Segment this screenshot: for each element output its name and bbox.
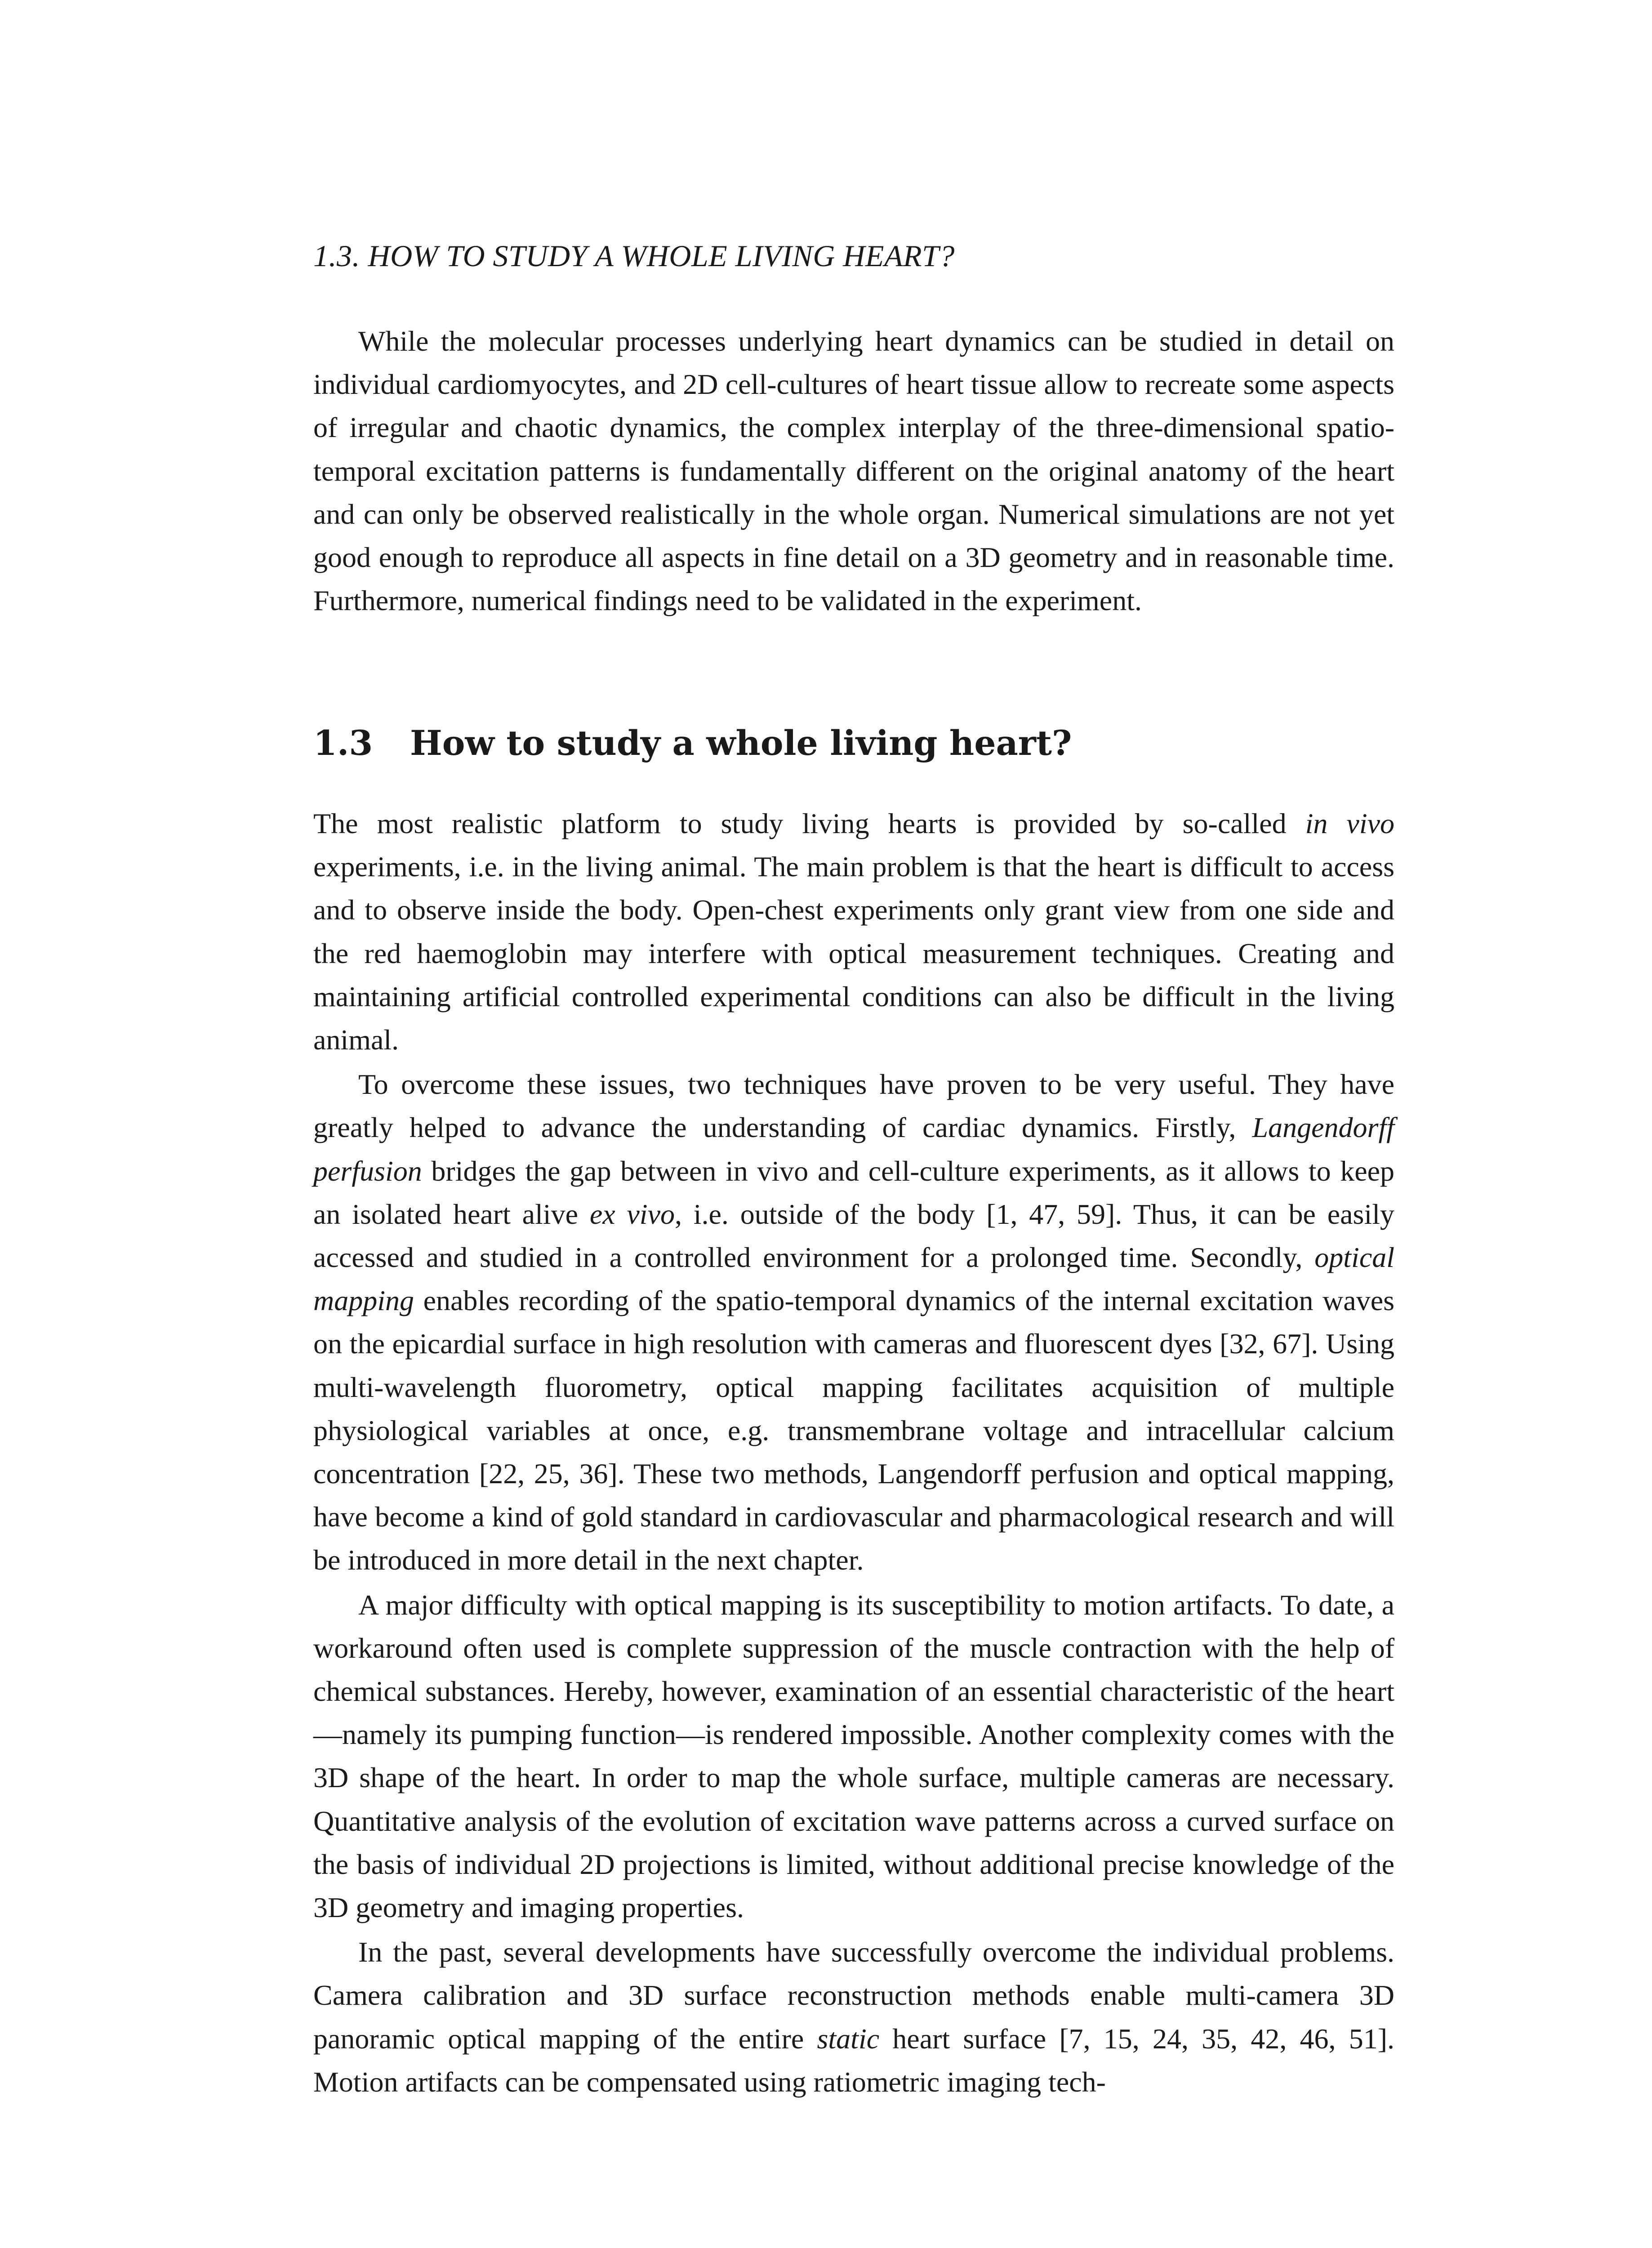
section-number: 1.3 <box>313 723 373 763</box>
section-heading <box>313 723 1072 763</box>
paragraph-text: In the past, several developments have successfully overcome the individual problems. Camera calibration and 3D surface reconstruction methods enable multi-camera 3D panoramic optical mapping of the entire <box>313 1936 1394 2055</box>
section-body <box>313 802 1394 2104</box>
paragraph-text: heart surface [7, 15, 24, 35, 42, 46, 51]. Motion artifacts can be compensated using ratiometric imaging tech- <box>313 2022 1394 2098</box>
paragraph-text: enables recording of the spatio-temporal dynamics of the internal excitation waves on the epicardial surface in high resolution with cameras and fluorescent dyes [32, 67]. Using multi-wavelength fluorometry, optical mapping facilitates acquisition of multiple physiological variables at once, e.g. transmembrane voltage and intracellular calcium concentration [22, 25, 36]. These two methods, Langendorff perfusion and optical mapping, have become a kind of gold standard in cardiovascular and pharmacological research and will be introduced in more detail in the next chapter. <box>313 1285 1394 1576</box>
paragraph-text: bridges the gap between in vivo and cell-culture experiments, as it allows to keep an isolated heart alive <box>313 1155 1394 1230</box>
italic-term: in vivo <box>1305 807 1395 839</box>
intro-text-block <box>313 320 1394 622</box>
paragraph-text: experiments, i.e. in the living animal. The main problem is that the heart is difficult to access and to observe inside the body. Open-chest experiments only grant view from one side and the red haemoglobin may interfere with optical measurement techniques. Creating and maintaining artificial controlled experimental conditions can also be difficult in the living animal. <box>313 851 1394 1056</box>
paragraph-text: The most realistic platform to study living hearts is provided by so-called <box>313 807 1305 839</box>
italic-term: optical mapping <box>313 1241 1394 1317</box>
body-paragraph-3: A major difficulty with optical mapping is its susceptibility to motion artifacts. To date, a workaround often used is complete suppression of the muscle contraction with the help of chemical substances. Hereby, however, examination of an essential characteristic of the heart—namely its pumping function—is rendered impossible. Another complexity comes with the 3D shape of the heart. In order to map the whole surface, multiple cameras are necessary. Quantitative analysis of the evolution of excitation wave patterns across a curved surface on the basis of individual 2D projections is limited, without additional precise knowledge of the 3D geometry and imaging properties. <box>313 1588 1394 1924</box>
italic-term: static <box>817 2022 880 2055</box>
italic-term: Langendorff perfusion <box>313 1111 1394 1187</box>
body-paragraph-4 <box>313 1931 1394 2104</box>
italic-term: ex vivo <box>589 1198 675 1230</box>
running-header: 1.3. HOW TO STUDY A WHOLE LIVING HEART? <box>313 239 955 273</box>
intro-paragraph: While the molecular processes underlying heart dynamics can be studied in detail on individual cardiomyocytes, and 2D cell-cultures of heart tissue allow to recreate some aspects of irregular and chaotic dynamics, the complex interplay of the three-dimensional spatio-temporal excitation patterns is fundamentally different on the original anatomy of the heart and can only be observed realistically in the whole organ. Numerical simulations are not yet good enough to reproduce all aspects in fine detail on a 3D geometry and in reasonable time. Furthermore, numerical findings need to be validated in the experiment. <box>313 325 1394 617</box>
paragraph-text: To overcome these issues, two techniques have proven to be very useful. They have greatly helped to advance the understanding of cardiac dynamics. Firstly, <box>313 1068 1394 1144</box>
body-paragraph-1 <box>313 802 1394 1062</box>
section-title: How to study a whole living heart? <box>410 723 1072 763</box>
body-paragraph-2 <box>313 1063 1394 1582</box>
paragraph-text: , i.e. outside of the body [1, 47, 59]. Thus, it can be easily accessed and studied in a controlled environment for a prolonged time. Secondly, <box>313 1198 1395 1274</box>
